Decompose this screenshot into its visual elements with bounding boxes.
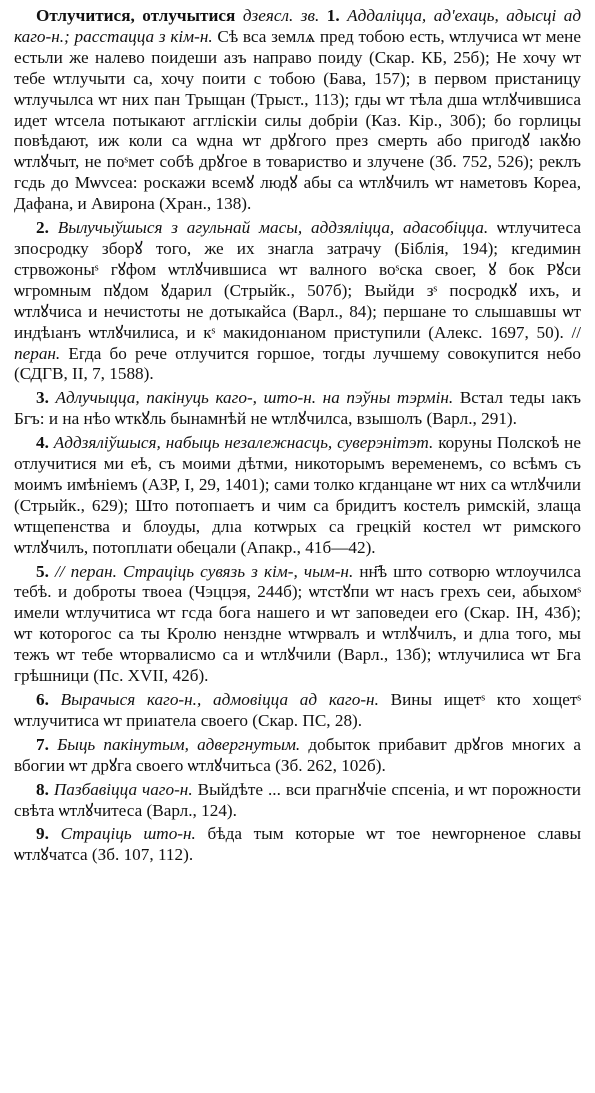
sense-gloss: // перан. Страціць сувязь з кім-, чым-н. (55, 561, 354, 581)
sense-number: 2. (36, 218, 49, 238)
sense-number: 6. (36, 690, 49, 709)
sense-gloss: Страціць што-н. (60, 824, 196, 844)
sense-number: 1. (326, 6, 340, 25)
sense-gloss: Быць пакінутым, адвергнутым. (57, 734, 301, 754)
entry-sense-2 (14, 218, 581, 385)
sense-citations: бѣда тым которые ѡт тое неѡгорненое славы ѡтлꙋчатса (Зб. 107, 112). (14, 824, 582, 865)
entry-sense-7 (14, 735, 581, 777)
sense-citations: Встал теды ıакъ Бгъ: и на нѣо ѡткꙋль бынамнѣй не ѡтлꙋчилса, взышолъ (Варл., 291). (14, 388, 581, 429)
sense-number: 3. (36, 388, 49, 408)
sense-number: 8. (36, 779, 49, 799)
figurative-citation: Егда бо рече отлучится горшое, тогды лучшему совокупится небо (СДГВ, II, 7, 1588). (14, 343, 581, 384)
sense-citations: Сѣ вса землѧ пред тобою есть, ѡтлучиса ѡт мене естьли же налево поидеши азъ направо поиду (Скар. КБ, 25б); Не хочу ѡт тебе ѡтлучыти са, хочу поити с тобою (Бава, 157); в первом пристаницу ѡтлучылса ѡт них пан Трыщан (Трыст., 113); гды ѡт тѣла дша ѡтлꙋчившиса идет ѡтсела потыкают аггліскіи силы добріи (Каз. Кір., 30б); бо горлицы повѣдают, иж коли са ѡдна ѡт дрꙋгого през смерть або пригодꙋ ıакꙋю ѡтлꙋчыт, не поˢмет собѣ дрꙋгое в товариство и злучене (Зб. 752, 526); реклъ гсдь до Мѡvсеа: роскажи всемꙋ людꙋ абы са ѡтлꙋчилъ ѡт наметовъ Кореа, Дафана, и Авирона (Хран., 138). (14, 26, 582, 214)
entry-sense-4 (14, 433, 581, 558)
sense-gloss: Вырачыся каго-н., адмовіцца ад каго-н. (60, 690, 379, 709)
entry-sense-6 (14, 690, 581, 732)
sense-number: 9. (36, 824, 49, 844)
grammar-label: дзеясл. зв. (242, 6, 320, 25)
entry-sense-8 (14, 780, 581, 822)
entry-sense-1 (14, 6, 581, 215)
sense-gloss: Аддаліцца, ад'ехаць, адысці ад каго-н.; расстацца з кім-н. (14, 6, 582, 46)
sense-number: 4. (36, 433, 49, 453)
sense-gloss: Адлучыцца, пакінуць каго-, што-н. на пэўны тэрмін. (55, 388, 454, 408)
entry-sense-3 (14, 388, 581, 430)
sense-citations: Выйдѣте ... вси прагнꙋчіе спсеніа, и ѡт порожности свѣта ѡтлꙋчитеса (Варл., 124). (14, 779, 582, 820)
sense-citations: нн҃ѣ што сотворю ѡтлоучилса тебѣ. и доброты твоеа (Чэццэя, 244б); ѡтстꙋпи ѡт насъ грехъ сеи, абыхомˢ имели ѡтлучитиса ѡт гсда бога нашего и ѡт заповедеи его (Скар. IН, 43б); ѡт которогос са ты Кролю ненздне ѡтѡрвалъ и ѡтлꙋчилъ, и длıа того, мы тежъ ѡт тебе ѡторвалисмо са и ѡтлꙋчили (Варл., 13б); ѡтлучилиса ѡт Бга грѣшници (Пс. XVII, 42б). (14, 561, 582, 686)
sense-citations: Вины ищетˢ кто хощетˢ ѡтлучитиса ѡт приıатела своего (Скар. ПС, 28). (14, 690, 581, 730)
figurative-label: перан. (14, 343, 61, 363)
sense-citations: ѡтлучитеса зпосродку зборꙋ того, же их знагла затрачу (Біблія, 194); кгедимин стрвожоныˢ гꙋфом ѡтлꙋчившиса ѡт валного воˢска своег, ꙋ бок Рꙋси ѡгромным пꙋдом ꙋдарил (Стрыйк., 507б); Выйди зˢ посродкꙋ ихъ, и ѡтлꙋчиса и нечистоты не дотыкайса (Варл., 84); першане то слышавшы ѡт индѣıанъ ѡтлꙋчилиса, и кˢ макидонıаном приступили (Алекс. 1697, 50). // (14, 218, 582, 342)
sense-number: 5. (36, 561, 49, 581)
entry-sense-9 (14, 824, 581, 866)
sense-number: 7. (36, 734, 49, 754)
entry-lemma: Отлучитися, отлучытися (36, 6, 236, 25)
sense-gloss: Вылучыўшыся з агульнай масы, аддзяліцца, адасобіцца. (57, 218, 489, 238)
sense-gloss: Аддзяліўшыся, набыць незалежнасць, суверэнітэт. (53, 433, 434, 453)
entry-sense-5 (14, 562, 581, 687)
sense-citations: коруны Полскоѣ не отлучитися ми еѣ, съ моими дѣтми, никоторымъ веременемъ, со всѣмъ съ моимъ имѣніемъ (АЗР, I, 29, 1401); сами толко кгданцане ѡт них са ѡтлꙋчили (Стрыйк., 629); Што потопıаетъ и чим са бридитъ костелъ римскій, злаща ѡтщепенства и блоуды, длıа котѡрых са грецкій костел ѡт римского ѡтлꙋчилъ, потоплıати обецали (Апакр., 41б—42). (14, 433, 581, 557)
sense-gloss: Пазбавіцца чаго-н. (53, 779, 193, 799)
sense-citations: добыток прибавит дрꙋгов многих а вбогии ѡт дрꙋга своего ѡтлꙋчитьса (Зб. 262, 102б). (14, 734, 582, 775)
